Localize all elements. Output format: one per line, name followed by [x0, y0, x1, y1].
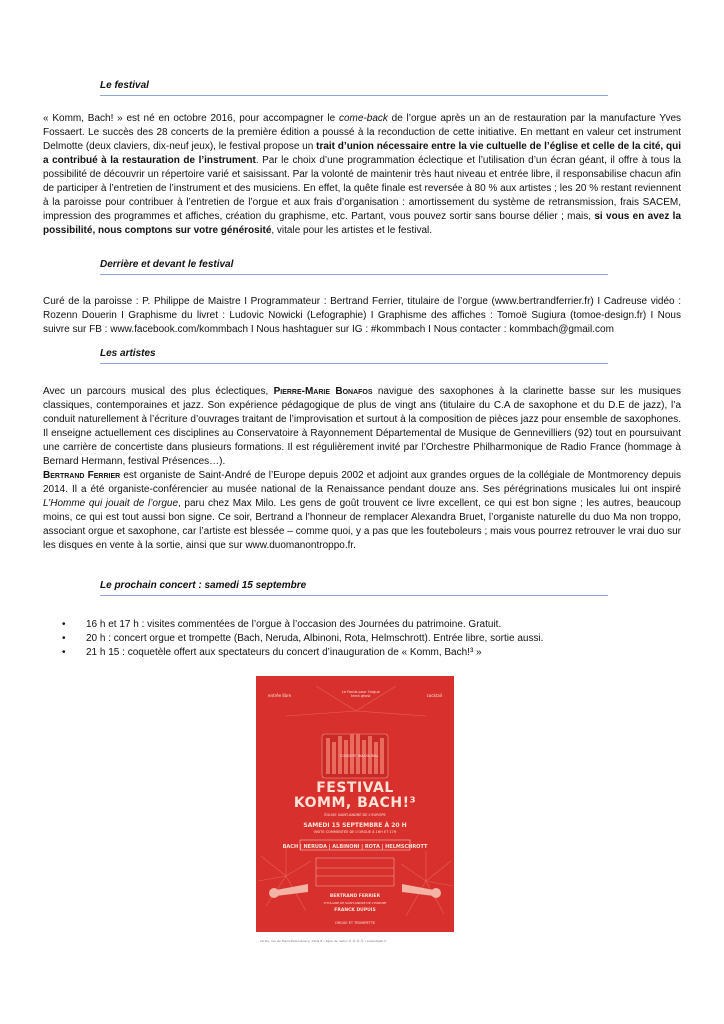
poster-artist-1: BERTRAND FERRIER [329, 894, 381, 899]
poster-artist-2: FRANCK DUPUIS [334, 908, 376, 913]
poster-logo [342, 690, 380, 698]
poster-visite: VISITE COMMENTÉE DE L'ORGUE À 16H ET 17H [313, 830, 397, 834]
festival-text-bold-1: trait d’union nécessaire entre la vie cultuelle de l’église et celle de la cité, qui a contribué à la restauration de l’instrument [43, 141, 681, 166]
poster-instruments: ORGUE ET TROMPETTE [334, 921, 376, 925]
festival-paragraph [43, 112, 681, 238]
poster-logo-line1: Le Fonds pour l'orgue [342, 690, 380, 694]
artist2-bio-1: est organiste de Saint-André de l’Europe depuis 2002 et adjoint aux grandes orgues de la collégiale de Montmorency depuis 2014. Il a été organiste-conférencier au musée national de la Renaissance pendant douze ans. Ses pérégrinations musicales lui ont inspiré [43, 470, 681, 495]
artist1-name: Pierre-Marie Bonafos [273, 386, 373, 397]
festival-text-bold-2: si vous en avez la possibilité, nous comptons sur votre générosité [43, 211, 682, 236]
poster-date: SAMEDI 15 SEPTEMBRE À 20 H [303, 822, 407, 829]
poster-entree: entrée libre [268, 693, 292, 698]
festival-text-1: « Komm, Bach! » est né en octobre 2016, pour accompagner le [43, 113, 339, 124]
festival-text-4: , vitale pour les artistes et le festival. [271, 225, 432, 236]
section-heading-artistes: Les artistes [100, 348, 608, 364]
artist2-name: Bertrand Ferrier [43, 470, 121, 481]
poster-artist-1-title: TITULAIRE DE SAINT-ANDRÉ DE L'EUROPE [323, 901, 387, 905]
poster-artwork [256, 676, 454, 946]
organ-console [316, 858, 394, 886]
artists-paragraph [43, 385, 681, 553]
poster-footer-text: 24 bis, rue de Saint-Pétersbourg, Paris 8 • ligne de métro ② ③ ⑫ ⑬ • kommbach.fr [260, 939, 387, 943]
festival-text-comeback: come-back [338, 113, 388, 124]
festival-text-3: . Par le choix d’une programmation éclectique et l’utilisation d’un écran géant, il offre à tous la possibilité de découvrir un répertoire varié et saisissant. Par la volonté de maintenir très haut niveau et entrée libre, il responsabilise chacun afin de participer à l’entretien de l’instrument et des musiciens. En effet, la quête finale est reversée à 80 % aux artistes ; les 20 % restant reviennent à la paroisse pour contribuer à l’entretien de l’orgue et aux frais d’organisation : amortissement du système de retransmission, frais SACEM, impression des programmes et affiches, création du graphisme, etc. Partant, vous pouvez sortir sans bourse délier ; mais, [43, 155, 681, 222]
festival-text-2: de l’orgue après un an de restauration par la manufacture Yves Fossaert. Le succès des 28 concerts de la première édition a poussé à la reconduction de cette initiative. En mettant en valeur cet instrument Delmotte (deux claviers, dix-neuf jeux), le festival propose un [43, 113, 682, 152]
poster-composers: BACH | NERUDA | ALBINONI | ROTA | HELMSCHROTT [282, 844, 428, 850]
poster-title-line2: KOMM, BACH!³ [293, 795, 417, 811]
credits-paragraph: Curé de la paroisse : P. Philippe de Maistre I Programmateur : Bertrand Ferrier, titulaire de l’orgue (www.bertrandferrier.fr) I Cadreuse vidéo : Rozenn Douerin I Graphisme du livret : Ludovic Nowicki (Lefographie) I Graphisme des affiches : Tomoë Sugiura (tomoe-design.fr) I Nous suivre sur FB : www.facebook.com/kommbach I Nous hashtaguer sur IG : #kommbach I Nous contacter : kommbach@gmail.com [43, 296, 681, 335]
schedule-list [62, 618, 543, 660]
artist2-book-title: L’Homme qui jouait de l’orgue [43, 498, 179, 509]
poster-title-line1: FESTIVAL [316, 780, 394, 796]
poster-logo-line2: terra ghost [351, 694, 371, 698]
concert-poster [256, 676, 454, 946]
schedule-item: • 20 h : concert orgue et trompette (Bach, Neruda, Albinoni, Rota, Helmschrott). Entrée libre, sortie aussi. [62, 632, 543, 646]
section-heading-festival: Le festival [100, 80, 608, 96]
artist2-bio-2: , paru chez Max Milo. Les gens de goût trouvent ce livre excellent, ce qui est bon signe ; les autres, beaucoup moins, ce qui est tout aussi bon signe. Ce soir, Bertrand a l’honneur de remplacer Alexandra Bruet, l’organiste naturelle du duo Ma non troppo, associant orgue et saxophone, car l’artiste est blessée – comme quoi, y a pas que les fouteboleurs ; mais vous pourrez retrouver le vrai duo sur les disques en vente à la sortie, ainsi que sur www.duomanontroppo.fr. [43, 498, 681, 551]
poster-venue: ÉGLISE SAINT-ANDRÉ DE L'EUROPE [324, 813, 386, 817]
section-heading-derriere: Derrière et devant le festival [100, 259, 608, 275]
section-heading-prochain: Le prochain concert : samedi 15 septembre [100, 580, 608, 596]
artist1-bio: navigue des saxophones à la clarinette basse sur les musiques classiques, contemporaines et jazz. Son expérience pédagogique de plus de vingt ans (titulaire du C.A de saxophone et du D.E de jazz), l’a conduit naturellement à l’écriture d’ouvrages traitant de l’improvisation et surtout à la composition de pièces jazz pour ensemble de saxophones. Il enseigne actuellement ces disciplines au Conservatoire à Rayonnement Départemental de Musique de Gennevilliers (92) tout en poursuivant une carrière de concertiste dans plusieurs formations. Il est régulièrement invité par l’Orchestre Philharmonique de Radio France (hommage à Bernard Hermann, festival Présences…). [43, 386, 681, 467]
poster-inaugural: CONCERT INAUGURAL [340, 754, 379, 758]
artist1-intro: Avec un parcours musical des plus éclectiques, [43, 386, 274, 397]
schedule-item: • 21 h 15 : coquetèle offert aux spectateurs du concert d’inauguration de « Komm, Bach!³ » [62, 646, 543, 660]
schedule-item: • 16 h et 17 h : visites commentées de l’orgue à l’occasion des Journées du patrimoine. Gratuit. [62, 618, 543, 632]
poster-cocktail: cocktail [426, 693, 442, 698]
